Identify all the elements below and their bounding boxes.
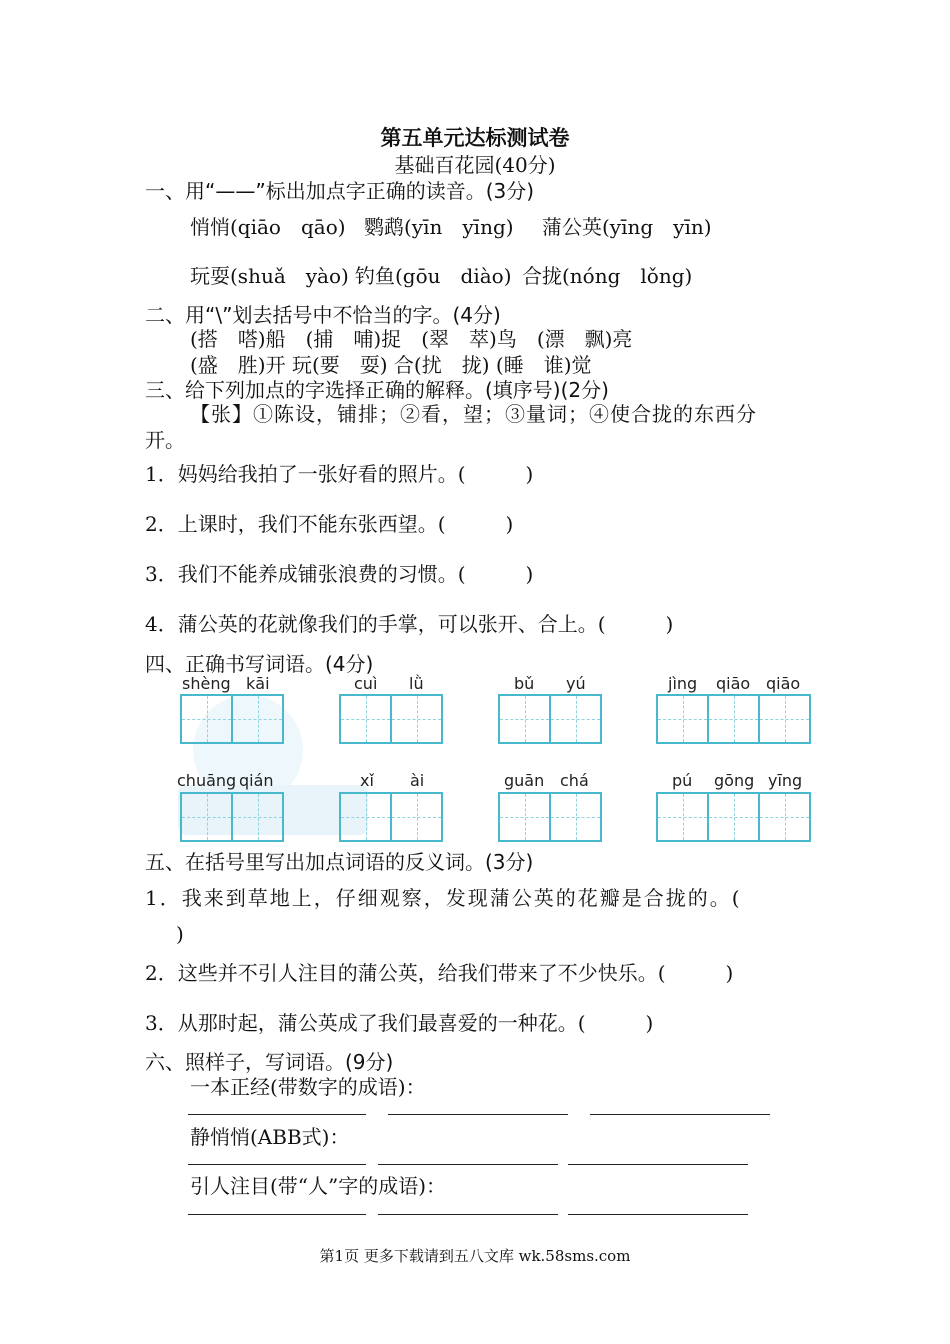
- pinyin: lǜ: [409, 674, 424, 693]
- answer-line[interactable]: [388, 1114, 568, 1115]
- s6-prompt-3: 引人注目(带“人”字的成语)：: [190, 1174, 447, 1198]
- pinyin: shèng: [182, 674, 231, 693]
- pinyin: chá: [560, 771, 589, 790]
- s5-q1: 1．我来到草地上，仔细观察，发现蒲公英的花瓣是合拢的。(: [145, 886, 742, 910]
- answer-line[interactable]: [590, 1114, 770, 1115]
- pinyin: chuāng: [177, 771, 237, 790]
- pinyin: guān: [504, 771, 545, 790]
- pinyin: qiāo: [766, 674, 801, 693]
- s1-row2-b: 钓鱼(gōu diào): [355, 264, 512, 288]
- pinyin: pú: [672, 771, 693, 790]
- pinyin: bǔ: [514, 674, 535, 693]
- s6-prompt-1: 一本正经(带数字的成语)：: [190, 1075, 426, 1099]
- writing-box[interactable]: [498, 792, 602, 842]
- section-4-heading: 四、正确书写词语。(4分): [145, 652, 374, 676]
- section-5-heading: 五、在括号里写出加点词语的反义词。(3分): [145, 850, 534, 874]
- writing-box[interactable]: [498, 694, 602, 744]
- page-subtitle: 基础百花园(40分): [394, 153, 556, 177]
- page-footer: 第1页 更多下载请到五八文库 wk.58sms.com: [319, 1247, 631, 1265]
- answer-line[interactable]: [188, 1114, 366, 1115]
- s2-row2: (盛 胜)开 玩(要 耍) 合(扰 拢) (睡 谁)觉: [190, 353, 592, 377]
- pinyin: cuì: [354, 674, 378, 693]
- pinyin: yú: [566, 674, 586, 693]
- section-3-heading: 三、给下列加点的字选择正确的解释。(填序号)(2分): [145, 378, 609, 402]
- answer-line[interactable]: [568, 1164, 748, 1165]
- s5-q3: 3．从那时起，蒲公英成了我们最喜爱的一种花。( ): [145, 1011, 654, 1035]
- s5-q1-close: ): [176, 922, 184, 946]
- pinyin: gōng: [714, 771, 755, 790]
- s3-q4: 4．蒲公英的花就像我们的手掌，可以张开、合上。( ): [145, 612, 674, 636]
- s1-row1-b: 鹦鹉(yīn yīng): [364, 215, 514, 239]
- s1-row2-c: 合拢(nóng lǒng): [522, 264, 693, 288]
- answer-line[interactable]: [188, 1214, 366, 1215]
- page-title: 第五单元达标测试卷: [380, 125, 570, 150]
- pinyin: ài: [410, 771, 425, 790]
- s3-q3: 3．我们不能养成铺张浪费的习惯。( ): [145, 562, 534, 586]
- s3-q1: 1．妈妈给我拍了一张好看的照片。( ): [145, 462, 534, 486]
- answer-line[interactable]: [188, 1164, 366, 1165]
- answer-line[interactable]: [378, 1164, 558, 1165]
- pinyin: xǐ: [360, 771, 374, 790]
- s1-row1-c: 蒲公英(yīng yīn): [542, 215, 712, 239]
- answer-line[interactable]: [568, 1214, 748, 1215]
- writing-box[interactable]: [180, 694, 284, 744]
- pinyin: qián: [239, 771, 274, 790]
- s5-q2: 2．这些并不引人注目的蒲公英，给我们带来了不少快乐。( ): [145, 961, 734, 985]
- s2-row1: (搭 嗒)船 (捕 哺)捉 (翠 萃)鸟 (漂 飘)亮: [190, 327, 633, 351]
- writing-box[interactable]: [180, 792, 284, 842]
- pinyin: jìng: [668, 674, 698, 693]
- writing-box[interactable]: [339, 792, 443, 842]
- pinyin: qiāo: [716, 674, 751, 693]
- section-1-heading: 一、用“——”标出加点字正确的读音。(3分): [145, 179, 535, 203]
- s6-prompt-2: 静悄悄(ABB式)：: [190, 1125, 350, 1149]
- answer-line[interactable]: [378, 1214, 558, 1215]
- writing-box[interactable]: [339, 694, 443, 744]
- pinyin: kāi: [246, 674, 270, 693]
- pinyin: yīng: [768, 771, 803, 790]
- writing-box[interactable]: [656, 694, 811, 744]
- writing-grid-area: [0, 672, 950, 847]
- s1-row1-a: 悄悄(qiāo qāo): [190, 215, 346, 239]
- section-6-heading: 六、照样子，写词语。(9分): [145, 1050, 394, 1074]
- s3-definition: 【张】①陈设，铺排；②看，望；③量词；④使合拢的东西分: [190, 402, 757, 426]
- writing-box[interactable]: [656, 792, 811, 842]
- s3-definition-cont: 开。: [145, 428, 185, 452]
- s1-row2-a: 玩耍(shuǎ yào): [190, 264, 349, 288]
- section-2-heading: 二、用“\”划去括号中不恰当的字。(4分): [145, 303, 501, 327]
- s3-q2: 2．上课时，我们不能东张西望。( ): [145, 512, 514, 536]
